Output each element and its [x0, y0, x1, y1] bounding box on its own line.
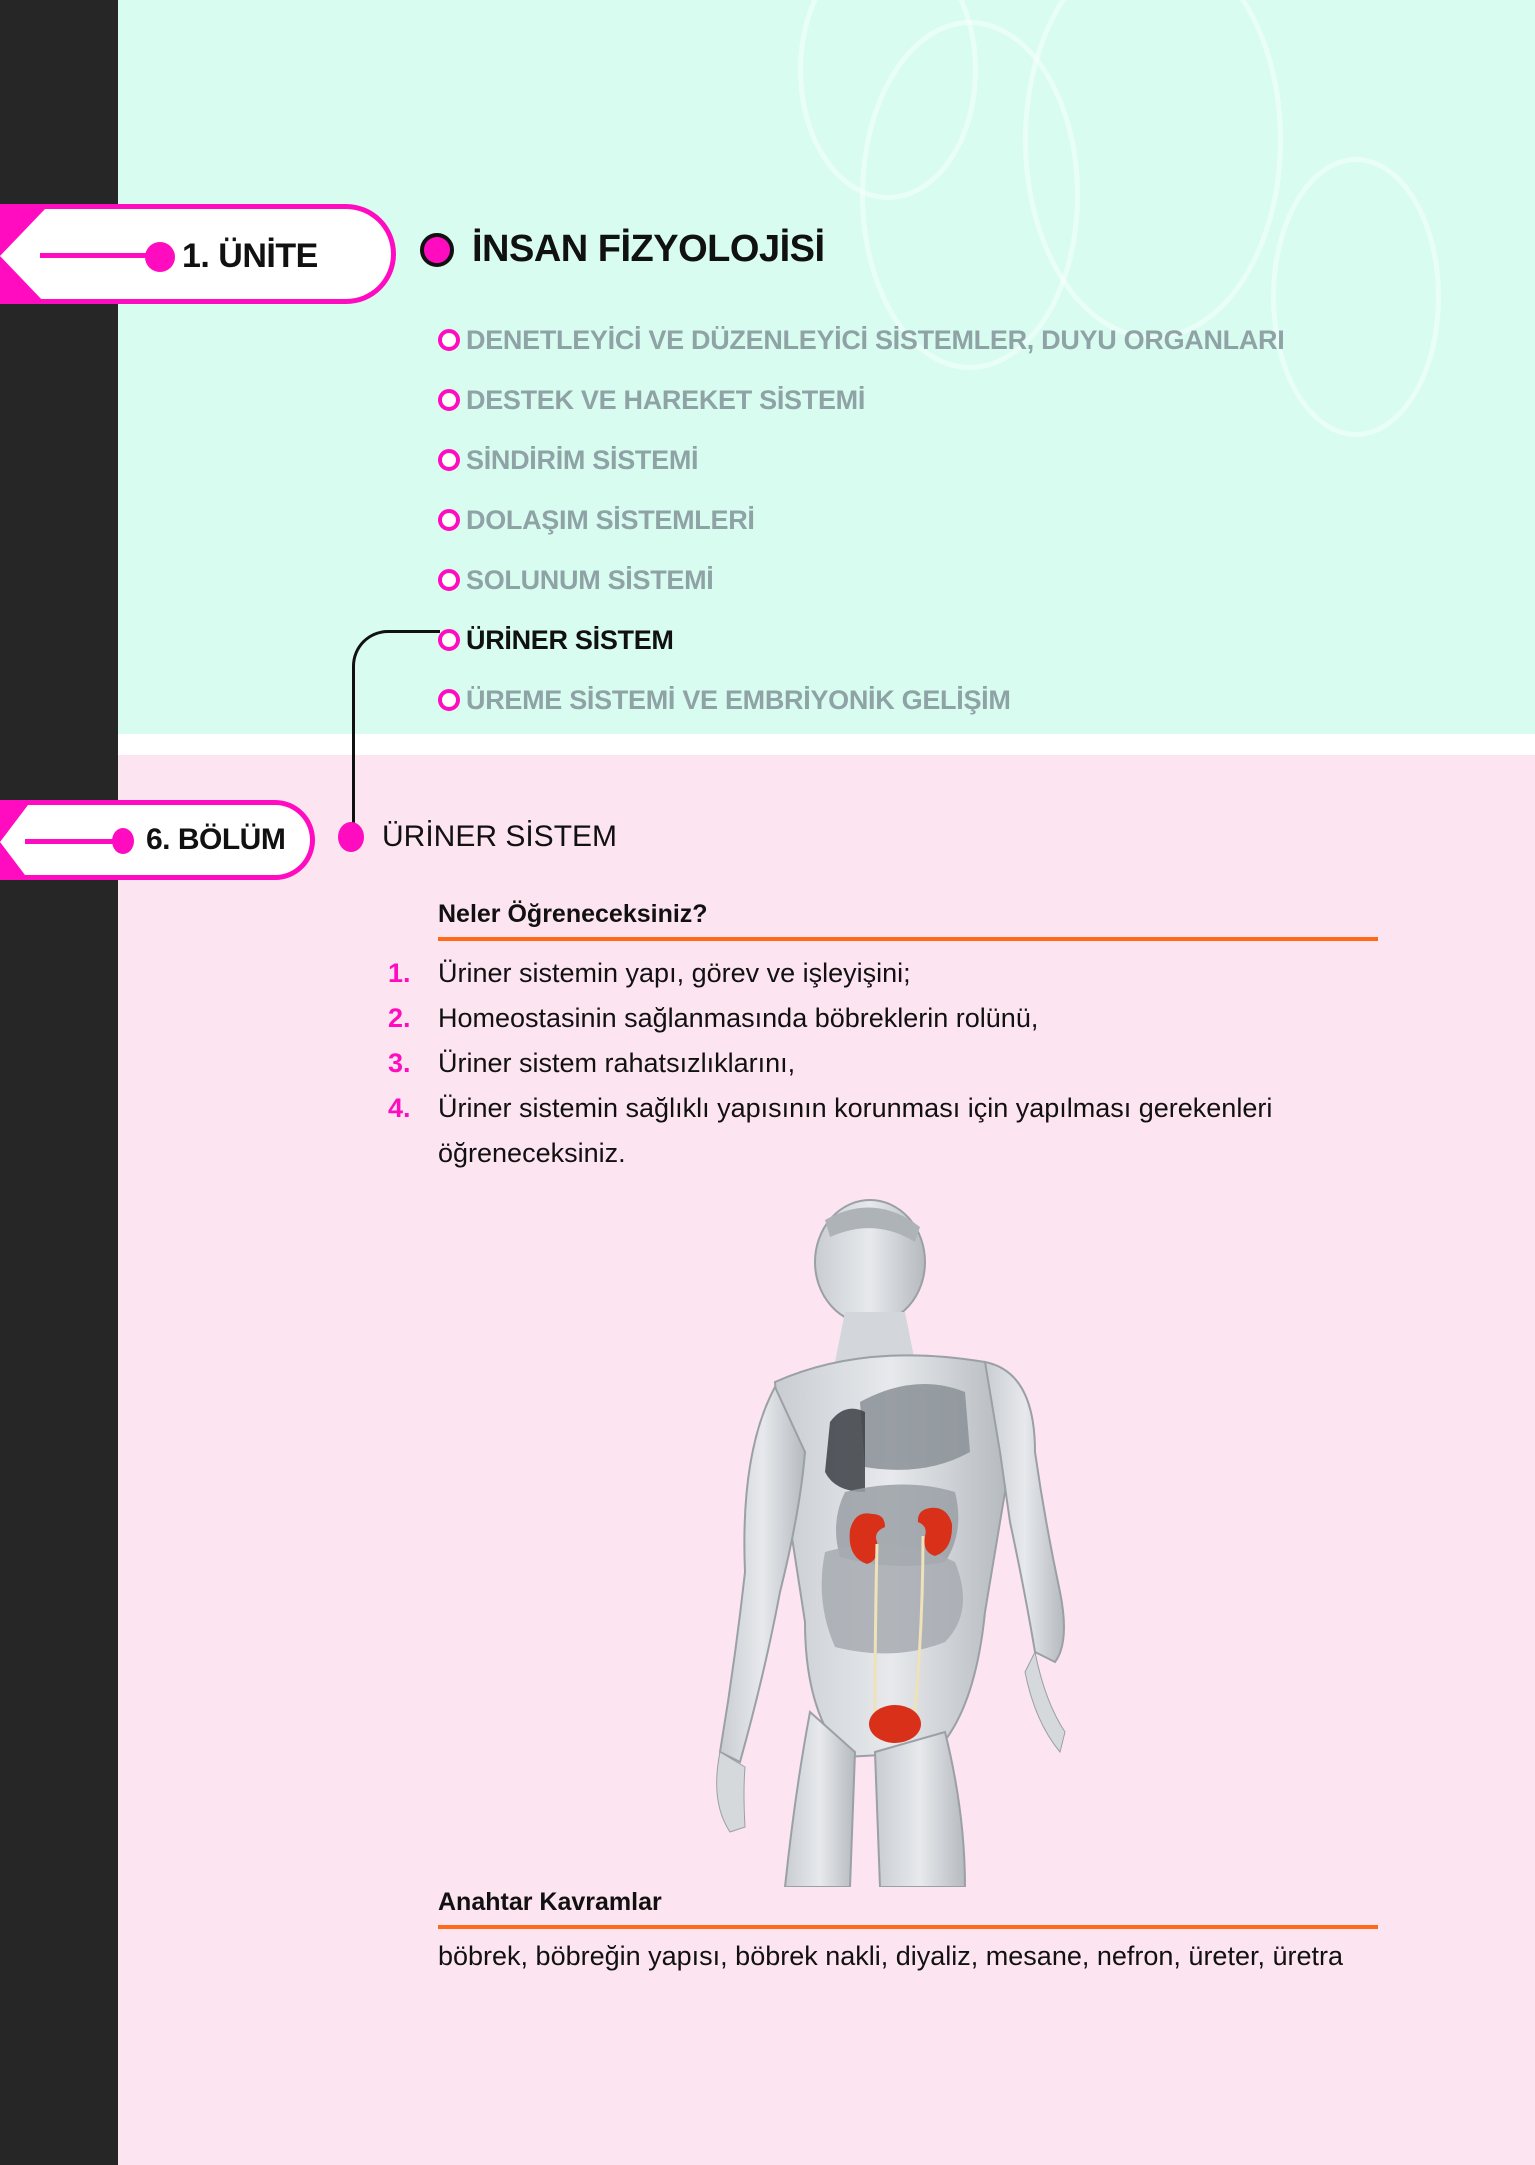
- topic-item[interactable]: ÜREME SİSTEMİ VE EMBRİYONİK GELİŞİM: [438, 670, 1284, 730]
- topic-connector-line: [352, 630, 440, 830]
- section-bullet-icon: [338, 822, 364, 852]
- topic-item[interactable]: SOLUNUM SİSTEMİ: [438, 550, 1284, 610]
- title-bullet-icon: [420, 233, 454, 267]
- topic-item[interactable]: DENETLEYİCİ VE DÜZENLEYİCİ SİSTEMLER, DUYU ORGANLARI: [438, 310, 1284, 370]
- objective-item: 1. Üriner sistemin yapı, görev ve işleyişini;: [388, 958, 911, 988]
- learning-heading: Neler Öğreneceksiniz?: [438, 900, 1378, 941]
- badge-connector-line: [40, 253, 150, 258]
- divider-band: [118, 734, 1535, 755]
- unit-title: [420, 228, 825, 271]
- unit-title-text: İNSAN FİZYOLOJİSİ: [472, 228, 825, 270]
- objective-list: [388, 951, 1378, 1176]
- topic-item[interactable]: SİNDİRİM SİSTEMİ: [438, 430, 1284, 490]
- section-label: 6. BÖLÜM: [146, 823, 286, 856]
- key-concepts-text: böbrek, böbreğin yapısı, böbrek nakli, diyaliz, mesane, nefron, üreter, üretra: [438, 1941, 1344, 1971]
- topic-item[interactable]: DOLAŞIM SİSTEMLERİ: [438, 490, 1284, 550]
- badge-dot-icon: [145, 242, 175, 272]
- badge-connector-line: [25, 839, 120, 844]
- key-concepts-heading: Anahtar Kavramlar: [438, 1888, 1378, 1929]
- unit-topic-list: [438, 310, 1284, 730]
- topic-item-active[interactable]: ÜRİNER SİSTEM: [438, 610, 1284, 670]
- ring-bullet-icon: [438, 389, 460, 411]
- badge-dot-icon: [112, 828, 134, 854]
- arrow-notch-icon: [0, 805, 28, 879]
- ring-bullet-icon: [438, 629, 460, 651]
- section-title-text: ÜRİNER SİSTEM: [382, 820, 618, 853]
- dark-sidebar: [0, 0, 118, 2165]
- objective-item: 3. Üriner sistem rahatsızlıklarını,: [388, 1048, 796, 1078]
- decorative-circle: [1271, 157, 1441, 437]
- ring-bullet-icon: [438, 689, 460, 711]
- topic-item[interactable]: DESTEK VE HAREKET SİSTEMİ: [438, 370, 1284, 430]
- learning-objectives: [388, 900, 1378, 1176]
- section-title: [338, 820, 617, 854]
- ring-bullet-icon: [438, 449, 460, 471]
- ring-bullet-icon: [438, 509, 460, 531]
- human-anatomy-urinary-system-icon: [715, 1192, 1070, 1887]
- ring-bullet-icon: [438, 569, 460, 591]
- unit-badge: [0, 204, 396, 304]
- ring-bullet-icon: [438, 329, 460, 351]
- arrow-notch-icon: [0, 209, 45, 303]
- objective-item: 2. Homeostasinin sağlanmasında böbreklerin rolünü,: [388, 1003, 1039, 1033]
- key-concepts: [438, 1888, 1378, 1975]
- section-badge: [0, 800, 315, 880]
- unit-label: 1. ÜNİTE: [182, 237, 318, 275]
- objective-item: 4. Üriner sistemin sağlıklı yapısının korunması için yapılması gerekenleri öğreneceksiniz.: [388, 1093, 1273, 1168]
